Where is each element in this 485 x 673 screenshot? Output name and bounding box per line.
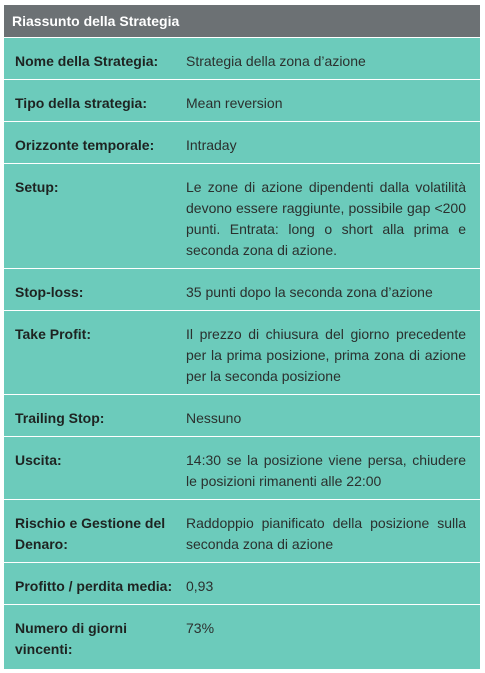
row-strategy-type [4,80,480,122]
row-label: Setup: [15,179,59,195]
row-label: Nome della Strategia: [15,53,159,69]
row-label: Numero di giorni vincenti: [15,620,127,657]
row-winning-days [4,605,480,661]
row-strategy-name [4,38,480,80]
row-label: Take Profit: [15,326,91,342]
row-value: Mean reversion [186,95,283,111]
row-value: 35 punti dopo la seconda zona d’azione [186,284,433,300]
row-risk-management [4,500,480,563]
row-value: Intraday [186,137,237,153]
row-value: 14:30 se la posizione viene persa, chiudere le posizioni rimanenti alle 22:00 [186,452,466,489]
row-stop-loss [4,269,480,311]
row-value: 73% [186,620,215,636]
row-value: Le zone di azione dipendenti dalla volatilità devono essere raggiunte, possibile gap <200 punti. Entrata: long o short alla prima e seconda zona di azione. [186,179,466,258]
row-exit [4,437,480,500]
row-value: Nessuno [186,410,242,426]
row-value: 0,93 [186,578,214,594]
row-take-profit [4,311,480,395]
row-label: Orizzonte temporale: [15,137,155,153]
summary-rows [4,38,480,661]
row-label: Profitto / perdita media: [15,578,173,594]
row-label: Tipo della strategia: [15,95,147,111]
row-label: Rischio e Gestione del Denaro: [15,515,166,552]
row-value: Il prezzo di chiusura del giorno precedente per la prima posizione, prima zona di azione per la seconda posizione [186,326,466,384]
strategy-summary-box [4,5,480,669]
row-trailing-stop [4,395,480,437]
row-value: Strategia della zona d’azione [186,53,366,69]
row-label: Uscita: [15,452,62,468]
row-value: Raddoppio pianificato della posizione sulla seconda zona di azione [186,515,466,552]
row-average-profit-loss [4,563,480,605]
summary-title: Riassunto della Strategia [4,5,480,38]
row-setup [4,164,480,269]
row-label: Stop-loss: [15,284,84,300]
row-time-horizon [4,122,480,164]
row-label: Trailing Stop: [15,410,105,426]
